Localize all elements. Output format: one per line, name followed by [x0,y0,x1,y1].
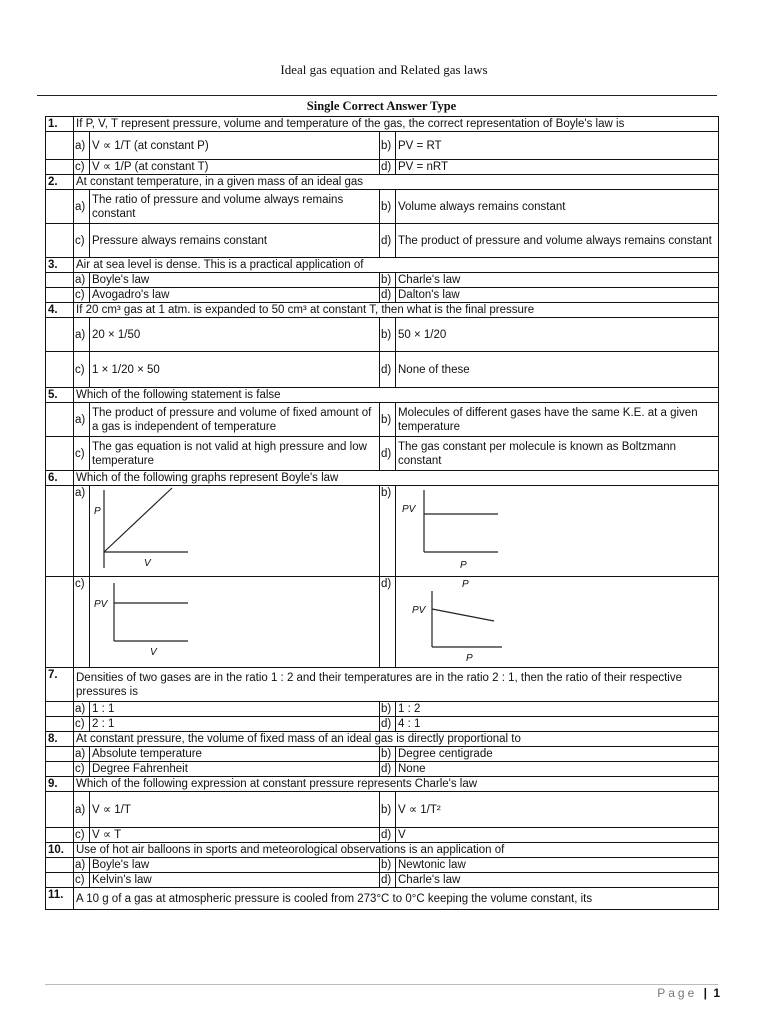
question-text: At constant temperature, in a given mass of an ideal gas [74,175,719,190]
question-number: 1. [46,117,74,132]
page-separator: | [703,986,707,1000]
option-row [46,702,719,717]
option-label: b) [380,747,396,762]
page-word: Page [657,986,698,1000]
option-text: Absolute temperature [90,747,380,762]
option-label: c) [74,873,90,888]
option-label: c) [74,717,90,732]
option-row [46,873,719,888]
option-row [46,352,719,388]
graph-option-b [396,486,719,577]
document-title: Ideal gas equation and Related gas laws [280,62,488,77]
graph-d-xlabel: P [466,653,473,663]
option-label: a) [74,792,90,828]
graph-option-d [396,577,719,668]
option-row [46,288,719,303]
option-row [46,224,719,258]
option-text: The product of pressure and volume of fixed amount of a gas is independent of temperature [90,403,380,437]
graph-d-image [398,577,508,663]
question-number: 2. [46,175,74,190]
question-row [46,732,719,747]
option-row [46,437,719,471]
graph-c-xlabel: V [150,647,157,658]
question-row [46,303,719,318]
option-label: d) [380,288,396,303]
option-text: V ∝ 1/T [90,792,380,828]
option-text: V ∝ T [90,828,380,843]
question-text: If P, V, T represent pressure, volume and temperature of the gas, the correct representation of Boyle's law is [74,117,719,132]
option-row [46,318,719,352]
question-number: 6. [46,471,74,486]
option-label: d) [380,873,396,888]
option-row [46,190,719,224]
question-row [46,777,719,792]
question-text: If 20 cm³ gas at 1 atm. is expanded to 50 cm³ at constant T, then what is the final pressure [74,303,719,318]
option-row [46,577,719,668]
graph-a-ylabel: P [94,506,101,517]
question-row [46,843,719,858]
option-label: b) [380,792,396,828]
option-text: 20 × 1/50 [90,318,380,352]
option-text: The ratio of pressure and volume always remains constant [90,190,380,224]
option-row [46,486,719,577]
option-text: Boyle's law [90,273,380,288]
graph-b-xlabel: P [460,560,467,571]
option-label: d) [380,577,396,668]
option-label: b) [380,403,396,437]
option-text: V [396,828,719,843]
option-label: b) [380,318,396,352]
option-label: c) [74,437,90,471]
graph-b-image [398,486,508,572]
option-text: Degree Fahrenheit [90,762,380,777]
option-text: 1 : 1 [90,702,380,717]
option-label: b) [380,132,396,160]
option-row [46,858,719,873]
option-label: a) [74,702,90,717]
option-label: c) [74,288,90,303]
option-text: Charle's law [396,873,719,888]
option-label: a) [74,132,90,160]
graph-d-toplabel: P [462,579,469,590]
question-table [45,116,719,910]
option-label: c) [74,828,90,843]
option-label: d) [380,160,396,175]
option-text: Kelvin's law [90,873,380,888]
graph-a-image [92,486,202,572]
option-label: d) [380,717,396,732]
option-text: Dalton's law [396,288,719,303]
option-row [46,160,719,175]
option-text: Volume always remains constant [396,190,719,224]
option-text: PV = RT [396,132,719,160]
graph-d-ylabel: PV [412,605,426,616]
question-text: At constant pressure, the volume of fixed mass of an ideal gas is directly proportional to [74,732,719,747]
page-number-value: 1 [713,986,720,1000]
option-label: c) [74,762,90,777]
option-text: The gas equation is not valid at high pressure and low temperature [90,437,380,471]
question-text: A 10 g of a gas at atmospheric pressure is cooled from 273°C to 0°C keeping the volume constant, its [74,888,719,910]
option-label: d) [380,437,396,471]
graph-option-a [90,486,380,577]
option-label: b) [380,702,396,717]
question-number: 7. [46,668,74,702]
option-text: V ∝ 1/P (at constant T) [90,160,380,175]
option-row [46,792,719,828]
question-text: Air at sea level is dense. This is a practical application of [74,258,719,273]
title-divider [37,95,717,96]
graph-option-c [90,577,380,668]
section-heading: Single Correct Answer Type [306,99,457,113]
question-number: 5. [46,388,74,403]
option-label: b) [380,858,396,873]
option-row [46,273,719,288]
option-text: Molecules of different gases have the same K.E. at a given temperature [396,403,719,437]
option-text: Avogadro's law [90,288,380,303]
option-text: None of these [396,352,719,388]
option-text: PV = nRT [396,160,719,175]
option-row [46,717,719,732]
option-row [46,762,719,777]
option-label: a) [74,273,90,288]
option-text: 2 : 1 [90,717,380,732]
question-text: Which of the following graphs represent Boyle's law [74,471,719,486]
option-label: d) [380,762,396,777]
option-label: a) [74,190,90,224]
question-text: Use of hot air balloons in sports and meteorological observations is an application of [74,843,719,858]
option-label: d) [380,828,396,843]
option-row [46,828,719,843]
footer-divider [45,984,718,985]
question-number: 9. [46,777,74,792]
option-label: c) [74,577,90,668]
option-label: c) [74,352,90,388]
question-text: Which of the following statement is false [74,388,719,403]
question-text: Densities of two gases are in the ratio 1 : 2 and their temperatures are in the ratio 2 : 1, then the ratio of their respective pressures is [74,668,719,702]
question-row [46,888,719,910]
option-text: None [396,762,719,777]
option-label: d) [380,224,396,258]
graph-b-ylabel: PV [402,504,416,515]
question-text: Which of the following expression at constant pressure represents Charle's law [74,777,719,792]
option-text: The product of pressure and volume always remains constant [396,224,719,258]
question-row [46,388,719,403]
option-text: Degree centigrade [396,747,719,762]
question-number: 3. [46,258,74,273]
option-label: b) [380,190,396,224]
option-label: a) [74,747,90,762]
option-text: V ∝ 1/T (at constant P) [90,132,380,160]
option-label: b) [380,273,396,288]
graph-c-ylabel: PV [94,599,108,610]
question-number: 10. [46,843,74,858]
question-number: 4. [46,303,74,318]
option-text: Boyle's law [90,858,380,873]
graph-c-image [92,577,202,661]
page-number [657,986,720,1000]
option-text: Charle's law [396,273,719,288]
option-row [46,403,719,437]
question-number: 8. [46,732,74,747]
option-text: V ∝ 1/T² [396,792,719,828]
question-row [46,117,719,132]
option-label: a) [74,486,90,577]
option-text: 1 × 1/20 × 50 [90,352,380,388]
option-text: The gas constant per molecule is known as Boltzmann constant [396,437,719,471]
option-label: c) [74,160,90,175]
question-number: 11. [46,888,74,910]
question-row [46,471,719,486]
option-text: 4 : 1 [396,717,719,732]
option-label: d) [380,352,396,388]
graph-a-xlabel: V [144,558,151,569]
option-label: a) [74,403,90,437]
option-row [46,132,719,160]
option-label: a) [74,318,90,352]
option-text: 50 × 1/20 [396,318,719,352]
option-text: Pressure always remains constant [90,224,380,258]
option-label: b) [380,486,396,577]
option-label: c) [74,224,90,258]
option-text: 1 : 2 [396,702,719,717]
option-label: a) [74,858,90,873]
option-row [46,747,719,762]
question-row [46,258,719,273]
question-row [46,175,719,190]
option-text: Newtonic law [396,858,719,873]
question-row [46,668,719,702]
